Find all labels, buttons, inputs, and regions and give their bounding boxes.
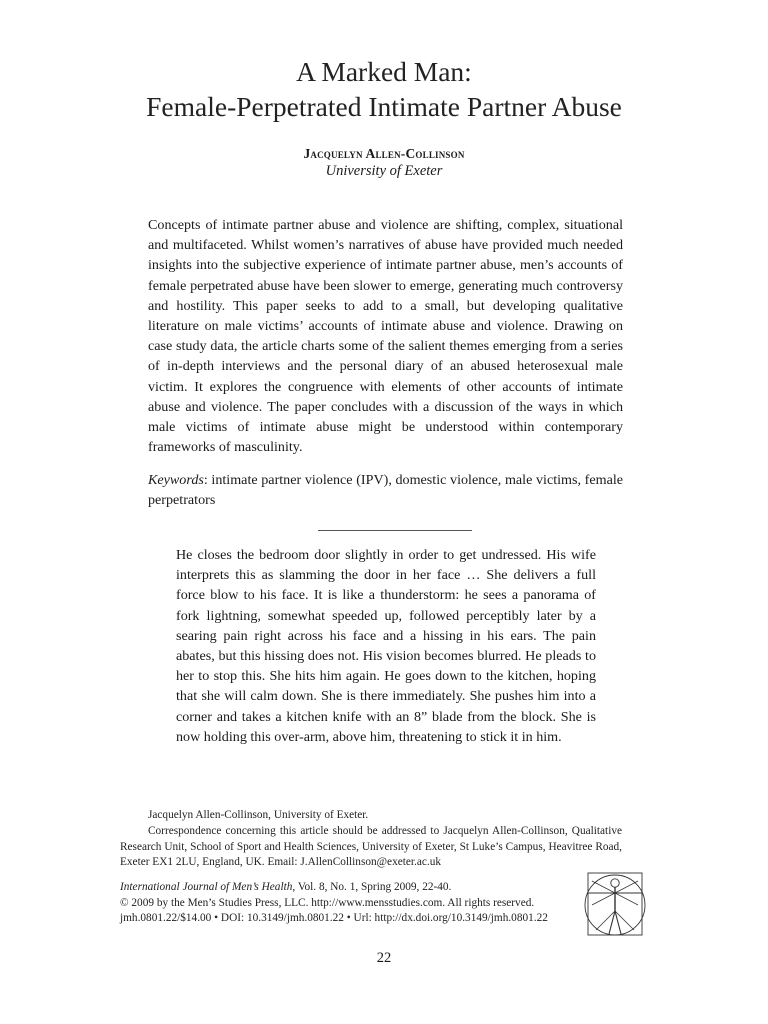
- journal-info: [120, 880, 590, 927]
- paper-title-line-1: A Marked Man:: [296, 56, 472, 87]
- journal-citation: [120, 880, 590, 896]
- author-affiliation: University of Exeter: [325, 163, 443, 179]
- keywords: [148, 470, 623, 510]
- journal-copyright: © 2009 by the Men’s Studies Press, LLC. http://www.mensstudies.com. All rights reserved.: [120, 896, 535, 909]
- opening-quote: He closes the bedroom door slightly in order to get undressed. His wife interprets this as slamming the door in her face … She delivers a full force blow to his face. It is like a thunderstorm: he sees a panorama of fork lightning, somewhat speeded up, followed perceptibly later by a searing pain right across his face and a hissing in his ears. The pain abates, but this hissing does not. His vision becomes blurred. He pleads to her to stop this. She hits him again. He goes down to the kitchen, hoping that she will calm down. She is there immediately. She pushes him into a corner and takes a kitchen knife with an 8” blade from the block. She is now holding this over-arm, above him, threatening to stick it in him.: [176, 547, 596, 745]
- keywords-label: Keywords: [148, 472, 204, 488]
- journal-volume: , Vol. 8, No. 1, Spring 2009, 22-40.: [292, 881, 452, 893]
- paper-title-line-2: Female-Perpetrated Intimate Partner Abuse: [146, 91, 622, 122]
- vitruvian-man-logo: [582, 867, 648, 939]
- journal-identifiers: jmh.0801.22/$14.00 • DOI: 10.3149/jmh.0801.22 • Url: http://dx.doi.org/10.3149/jmh.0801.22: [120, 912, 548, 925]
- section-divider: [318, 530, 472, 531]
- footnote-correspondence: Correspondence concerning this article should be addressed to Jacquelyn Allen-Collinson, Qualitative Research Unit, School of Sport and Health Sciences, University of Exeter, St Luke’s Campus, Heavitree Road, Exeter EX1 2LU, England, UK. Email: J.AllenCollinson@exeter.ac.uk: [120, 825, 622, 869]
- journal-name: International Journal of Men’s Health: [120, 881, 293, 893]
- page-number: 22: [376, 950, 392, 966]
- abstract: Concepts of intimate partner abuse and violence are shifting, complex, situational and multifaceted. Whilst women’s narratives of abuse have provided much needed insights into the subjective experience of intimate partner abuse, men’s accounts of female perpetrated abuse have been slower to emerge, generating much controversy and hostility. This paper seeks to add to a small, but developing qualitative literature on male victims’ accounts of intimate abuse and violence. Drawing on case study data, the article charts some of the salient themes emerging from a series of in-depth interviews and the personal diary of an abused heterosexual male victim. It explores the congruence with elements of other accounts of intimate abuse and violence. The paper concludes with a discussion of the ways in which male victims of intimate abuse might be understood within contemporary frameworks of masculinity.: [148, 217, 623, 456]
- keywords-text: : intimate partner violence (IPV), domestic violence, male victims, female perpetrators: [148, 472, 623, 509]
- author-name: Jacquelyn Allen-Collinson: [303, 146, 465, 161]
- footnote-affiliation: Jacquelyn Allen-Collinson, University of Exeter.: [148, 809, 369, 821]
